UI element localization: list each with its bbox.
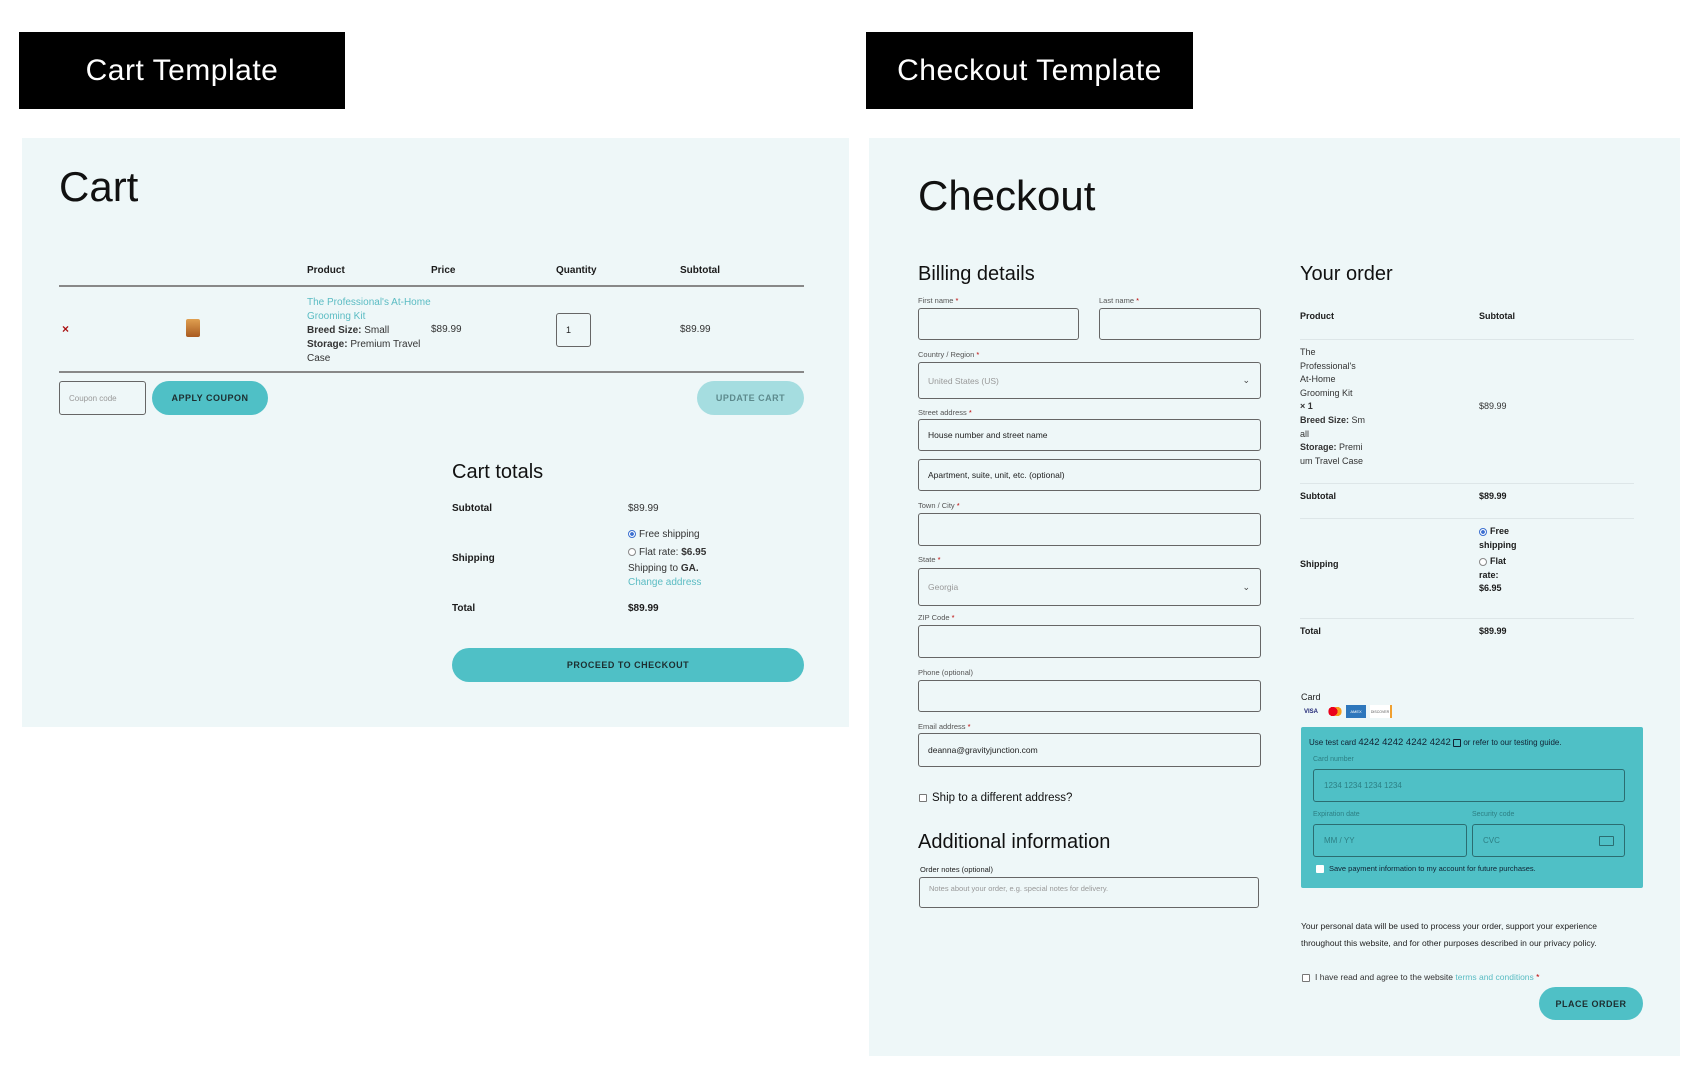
cart-product-info (307, 296, 432, 366)
last-name-input[interactable] (1099, 308, 1261, 340)
required-mark: * (1136, 296, 1140, 305)
cvc-placeholder: CVC (1483, 836, 1500, 845)
free-shipping-label: Free shipping (639, 529, 700, 540)
required-mark: * (956, 501, 960, 510)
storage-value-2: um Travel Case (1300, 455, 1364, 466)
order-shipping-label: Shipping (1300, 559, 1339, 569)
product-name-2[interactable]: Grooming Kit (307, 311, 366, 322)
terms-text: I have read and agree to the website (1315, 972, 1453, 982)
last-name-text: Last name (1099, 296, 1135, 305)
change-address-link[interactable]: Change address (628, 577, 702, 588)
amex-icon: AMEX (1346, 705, 1366, 718)
flat-rate-label: Flat rate: (639, 547, 679, 558)
update-cart-button[interactable]: UPDATE CART (697, 381, 804, 415)
proceed-to-checkout-button[interactable]: PROCEED TO CHECKOUT (452, 648, 804, 682)
storage-value-2: Case (307, 353, 331, 364)
visa-icon: VISA (1304, 708, 1319, 715)
breed-label: Breed Size: (1300, 414, 1350, 425)
header-divider (59, 285, 804, 287)
order-item-info (1300, 346, 1365, 468)
save-payment-option[interactable] (1316, 864, 1536, 873)
order-total-label: Total (1300, 626, 1321, 636)
col-subtotal: Subtotal (680, 265, 720, 276)
last-name-label (1099, 296, 1139, 305)
country-select[interactable] (918, 362, 1261, 399)
order-item-name: Professional's (1300, 360, 1356, 371)
required-mark: * (1536, 972, 1540, 982)
storage-value: Premium Travel (350, 339, 421, 350)
required-mark: * (955, 296, 959, 305)
cvc-card-icon (1599, 836, 1614, 846)
privacy-notice (1301, 918, 1597, 952)
order-subtotal-value: $89.99 (1479, 491, 1507, 501)
mastercard-icon (1328, 707, 1342, 716)
order-item-qty: × 1 (1300, 401, 1313, 412)
checkout-title: Checkout (918, 172, 1096, 219)
ship-different-checkbox[interactable] (919, 794, 927, 802)
exp-label: Expiration date (1313, 811, 1360, 818)
divider (1300, 483, 1634, 484)
order-col-subtotal: Subtotal (1479, 311, 1515, 321)
coupon-code-input[interactable]: Coupon code (59, 381, 146, 415)
shipping-label: Shipping (452, 553, 495, 564)
save-payment-label: Save payment information to my account for future purchases. (1329, 864, 1536, 873)
expiration-input[interactable]: MM / YY (1313, 824, 1467, 857)
product-name-1[interactable]: The Professional's At-Home (307, 297, 431, 308)
billing-title: Billing details (918, 263, 1035, 285)
flat-rate-value: $6.95 (681, 547, 707, 558)
order-free-shipping-option[interactable] (1479, 525, 1517, 539)
shipping-to-text: Shipping to (628, 563, 679, 574)
shipping-state: GA. (680, 563, 699, 574)
free-shipping-option[interactable] (628, 526, 706, 544)
test-card-suffix: or refer to our testing guide. (1463, 738, 1562, 747)
free-label: Free (1490, 526, 1510, 536)
item-subtotal: $89.99 (680, 324, 711, 335)
email-input[interactable]: deanna@gravityjunction.com (918, 733, 1261, 767)
breed-value: Small (364, 325, 390, 336)
order-notes-label: Order notes (optional) (920, 865, 993, 874)
checkout-template-label: Checkout Template (866, 32, 1193, 109)
product-thumbnail[interactable] (186, 319, 200, 337)
flat-rate-radio[interactable] (1479, 558, 1487, 566)
cvc-label: Security code (1472, 811, 1515, 818)
breed-value-2: all (1300, 428, 1310, 439)
storage-value: Premi (1339, 442, 1363, 453)
required-mark: * (976, 350, 980, 359)
town-input[interactable] (918, 513, 1261, 546)
save-payment-checkbox[interactable] (1316, 865, 1324, 873)
row-divider (59, 371, 804, 373)
product-link[interactable] (307, 296, 432, 324)
shipping-options (628, 526, 706, 590)
order-item-name: Grooming Kit (1300, 387, 1353, 398)
breed-label: Breed Size: (307, 325, 362, 336)
order-item-price: $89.99 (1479, 401, 1507, 411)
subtotal-value: $89.99 (628, 503, 659, 514)
first-name-label (918, 296, 958, 305)
order-item-name: The (1300, 347, 1316, 357)
discover-icon: DISCOVER (1370, 705, 1392, 718)
required-mark: * (968, 408, 972, 417)
state-value: Georgia (928, 582, 959, 592)
order-col-product: Product (1300, 311, 1335, 321)
cart-totals-title: Cart totals (452, 461, 544, 483)
chevron-down-icon: ⌄ (1242, 375, 1250, 385)
storage-label: Storage: (307, 339, 348, 350)
first-name-input[interactable] (918, 308, 1079, 340)
ship-different-label: Ship to a different address? (932, 792, 1073, 804)
card-brand-icons (1304, 705, 1392, 718)
order-subtotal-label: Subtotal (1300, 491, 1336, 501)
phone-input[interactable] (918, 680, 1261, 712)
flat-label-2: rate: (1479, 569, 1499, 580)
order-shipping-options (1479, 525, 1517, 596)
apply-coupon-button[interactable]: APPLY COUPON (152, 381, 268, 415)
zip-label: ZIP Code (918, 613, 950, 622)
cart-template-label: Cart Template (19, 32, 345, 109)
divider (1300, 618, 1634, 619)
email-label: Email address (918, 722, 966, 731)
col-price: Price (431, 265, 456, 276)
country-label: Country / Region (918, 350, 975, 359)
terms-link[interactable]: terms and conditions (1455, 972, 1534, 982)
cvc-input[interactable] (1472, 824, 1625, 857)
first-name-text: First name (918, 296, 954, 305)
street-label: Street address (918, 408, 967, 417)
ship-different-toggle[interactable] (919, 792, 1072, 804)
chevron-down-icon: ⌄ (1242, 581, 1250, 592)
your-order-title: Your order (1300, 263, 1393, 285)
total-label: Total (452, 603, 476, 614)
country-value: United States (US) (928, 375, 999, 386)
copy-icon[interactable] (1453, 739, 1461, 747)
privacy-line: Your personal data will be used to process your order, support your experience (1301, 921, 1597, 931)
card-payment-box (1301, 727, 1643, 888)
required-mark: * (967, 722, 971, 731)
quantity-input[interactable]: 1 (556, 313, 591, 347)
terms-option (1302, 972, 1539, 982)
state-select[interactable] (918, 568, 1261, 606)
subtotal-label: Subtotal (452, 503, 492, 514)
street-input[interactable]: House number and street name (918, 419, 1261, 451)
test-card-prefix: Use test card (1309, 738, 1357, 747)
divider (1300, 339, 1634, 340)
order-flat-rate-option[interactable] (1479, 555, 1517, 569)
test-card-hint (1309, 737, 1562, 748)
flat-rate-option[interactable] (628, 544, 706, 562)
flat-rate-value: $6.95 (1479, 583, 1502, 594)
test-card-number: 4242 4242 4242 4242 (1358, 737, 1451, 748)
total-value: $89.99 (628, 603, 659, 614)
cart-panel (22, 138, 849, 727)
col-product: Product (307, 265, 345, 276)
privacy-line: throughout this website, and for other purposes described in our privacy policy. (1301, 938, 1597, 948)
required-mark: * (937, 555, 941, 564)
remove-item-icon[interactable]: × (62, 322, 70, 336)
flat-label: Flat (1490, 556, 1507, 567)
order-total-value: $89.99 (1479, 626, 1507, 636)
zip-input[interactable] (918, 625, 1261, 658)
free-shipping-radio[interactable] (628, 530, 636, 538)
town-label: Town / City (918, 501, 955, 510)
free-shipping-radio[interactable] (1479, 528, 1487, 536)
terms-checkbox[interactable] (1302, 974, 1310, 982)
free-label-2: shipping (1479, 539, 1517, 550)
order-notes-textarea[interactable]: Notes about your order, e.g. special notes for delivery. (919, 877, 1259, 908)
col-quantity: Quantity (556, 265, 597, 276)
breed-value: Sm (1351, 414, 1366, 425)
order-item-name: At-Home (1300, 374, 1336, 385)
storage-label: Storage: (1300, 442, 1337, 453)
item-price: $89.99 (431, 324, 462, 335)
card-number-input[interactable]: 1234 1234 1234 1234 (1313, 769, 1625, 802)
card-number-label: Card number (1313, 756, 1354, 763)
state-label: State (918, 555, 936, 564)
place-order-button[interactable]: PLACE ORDER (1539, 987, 1643, 1020)
card-label: Card (1301, 692, 1321, 702)
phone-label: Phone (optional) (918, 668, 974, 677)
cart-title: Cart (59, 163, 139, 210)
required-mark: * (951, 613, 955, 622)
flat-rate-radio[interactable] (628, 548, 636, 556)
additional-info-title: Additional information (918, 831, 1111, 853)
apartment-input[interactable]: Apartment, suite, unit, etc. (optional) (918, 459, 1261, 491)
divider (1300, 518, 1634, 519)
